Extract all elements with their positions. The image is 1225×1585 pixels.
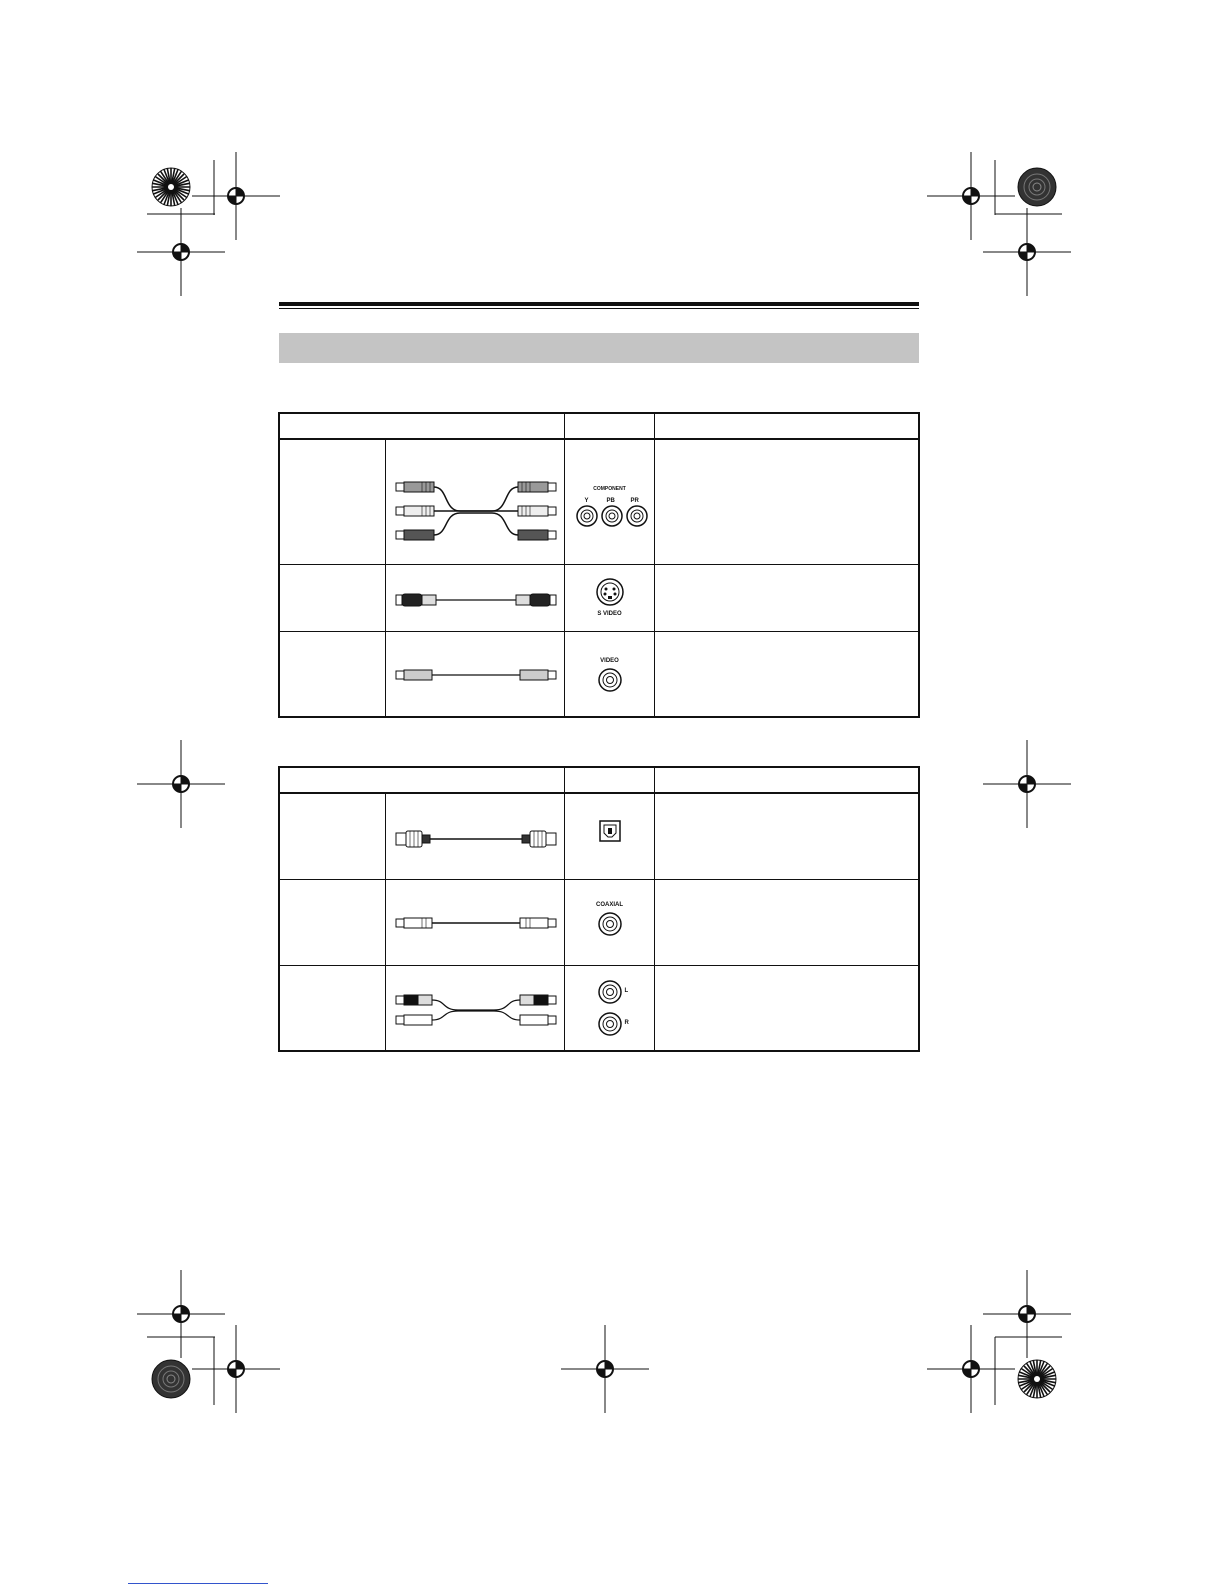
header-rule-thin	[279, 308, 919, 309]
analog-right-label: R	[624, 1019, 629, 1026]
analog-description	[654, 965, 919, 1051]
coaxial-jack-icon	[598, 912, 622, 936]
s-video-jack-cell	[564, 564, 654, 631]
optical-cable-icon	[386, 794, 565, 878]
row-name-cell	[279, 879, 385, 965]
component-jack-cell	[564, 439, 654, 564]
s-video-description	[654, 564, 919, 631]
coaxial-jack-title: COAXIAL	[596, 902, 623, 908]
coaxial-jack-cell	[564, 879, 654, 965]
header-rule-thick	[279, 302, 919, 306]
jack-label-y: Y	[584, 498, 589, 505]
table-row	[279, 631, 919, 717]
table-row	[279, 793, 919, 879]
row-name-cell	[279, 965, 385, 1051]
component-jack-title: COMPONENT	[593, 486, 626, 493]
video-header-description	[654, 413, 919, 439]
table-row	[279, 965, 919, 1051]
optical-jack-cell	[564, 793, 654, 879]
audio-connections-table	[278, 766, 920, 1052]
analog-right-jack-icon	[598, 1012, 622, 1036]
composite-jack-title: VIDEO	[600, 657, 619, 664]
bottom-link-underline	[128, 1583, 268, 1584]
coaxial-cable-cell	[385, 879, 564, 965]
row-name-cell	[279, 439, 385, 564]
composite-jack-cell	[564, 631, 654, 717]
analog-jack-cell	[564, 965, 654, 1051]
video-connections-table	[278, 412, 920, 718]
s-video-cable-cell	[385, 564, 564, 631]
rca-cable-icon	[386, 880, 565, 964]
row-name-cell	[279, 631, 385, 717]
table-row	[279, 564, 919, 631]
audio-header-description	[654, 767, 919, 793]
rca-cable-icon	[386, 440, 565, 563]
audio-header-cable	[279, 767, 564, 793]
section-heading-band	[279, 333, 919, 363]
analog-cable-cell	[385, 965, 564, 1051]
optical-cable-cell	[385, 793, 564, 879]
coaxial-description	[654, 879, 919, 965]
s-video-jack-icon	[595, 577, 625, 607]
composite-jack-icon	[598, 668, 622, 692]
optical-description	[654, 793, 919, 879]
optical-jack-icon	[599, 820, 621, 842]
jack-label-pr: PR	[630, 498, 639, 505]
s-video-cable-icon	[386, 565, 565, 630]
composite-description	[654, 631, 919, 717]
row-name-cell	[279, 793, 385, 879]
rca-cable-icon	[386, 632, 565, 716]
audio-header-jack	[564, 767, 654, 793]
analog-left-label: L	[624, 987, 629, 994]
rca-cable-icon	[386, 966, 565, 1050]
row-name-cell	[279, 564, 385, 631]
component-cable-cell	[385, 439, 564, 564]
analog-left-jack-icon	[598, 980, 622, 1004]
component-jack-icon	[575, 504, 649, 528]
composite-cable-cell	[385, 631, 564, 717]
s-video-jack-title: S VIDEO	[597, 611, 622, 617]
table-row	[279, 879, 919, 965]
video-header-jack	[564, 413, 654, 439]
component-description	[654, 439, 919, 564]
jack-label-pb: PB	[606, 498, 615, 505]
table-row	[279, 439, 919, 564]
video-header-cable	[279, 413, 564, 439]
